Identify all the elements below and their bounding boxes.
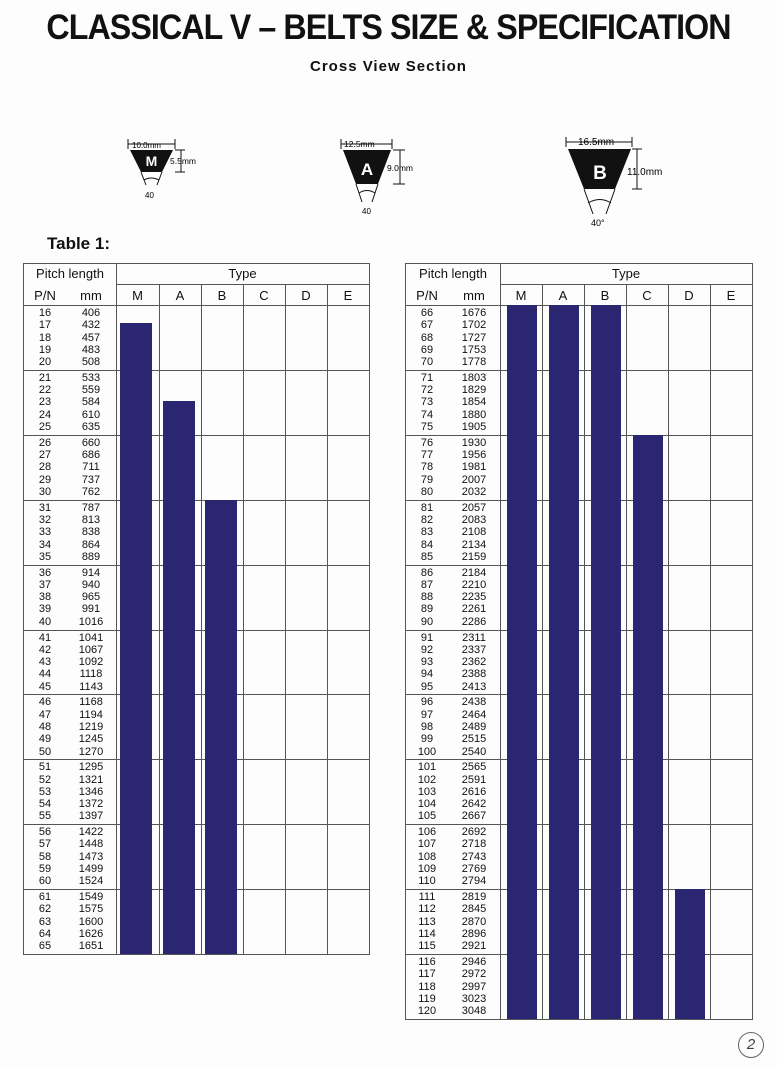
mm-values: 2565 2591 2616 2642 2667 (461, 761, 487, 823)
size-group (406, 630, 752, 695)
pn-header: P/N (34, 288, 56, 303)
size-group (406, 759, 752, 824)
pn-values: 61 62 63 64 65 (38, 891, 52, 953)
pn-values: 51 52 53 54 55 (38, 761, 52, 823)
size-group (24, 500, 369, 565)
mm-values: 914 940 965 991 1016 (78, 566, 104, 628)
mm-header: mm (463, 288, 485, 303)
m-height-label: 5.5mm (170, 156, 196, 166)
mm-values: 1422 1448 1473 1499 1524 (78, 826, 104, 888)
pn-values: 106 107 108 109 110 (417, 826, 437, 888)
size-group (24, 630, 369, 695)
b-angle-label: 40° (591, 218, 605, 228)
availability-bar-m (120, 323, 152, 954)
m-angle-label: 40 (145, 191, 154, 200)
size-group (406, 565, 752, 630)
pn-values: 96 97 98 99 100 (417, 696, 437, 758)
pn-values: 31 32 33 34 35 (38, 501, 52, 563)
type-d-header: D (301, 288, 311, 303)
type-a-header: A (558, 288, 568, 303)
type-c-header: C (642, 288, 652, 303)
availability-bar-b (591, 305, 621, 1019)
availability-bar-a (549, 305, 579, 1019)
mm-values: 787 813 838 864 889 (81, 501, 101, 563)
pn-values: 76 77 78 79 80 (420, 436, 434, 498)
page-title: CLASSICAL V – BELTS SIZE & SPECIFICATION (46, 8, 731, 47)
pn-values: 71 72 73 74 75 (420, 371, 434, 434)
page-number: 2 (738, 1032, 764, 1058)
mm-values: 660 686 711 737 762 (81, 436, 101, 498)
availability-bar-a (163, 401, 195, 955)
type-c-header: C (259, 288, 269, 303)
pn-values: 21 22 23 24 25 (38, 371, 52, 434)
size-group (406, 370, 752, 435)
b-section-icon (560, 132, 680, 230)
type-m-header: M (132, 288, 143, 303)
pn-values: 56 57 58 59 60 (38, 826, 52, 888)
pn-values: 36 37 38 39 40 (38, 566, 52, 628)
pn-values: 101 102 103 104 105 (417, 761, 437, 823)
a-height-label: 9.0mm (387, 163, 413, 173)
mm-values: 406 432 457 483 508 (81, 307, 101, 369)
mm-values: 1803 1829 1854 1880 1905 (461, 371, 487, 434)
m-letter: M (145, 153, 158, 169)
availability-bar-m (507, 305, 537, 1019)
pn-values: 26 27 28 29 30 (38, 436, 52, 498)
a-letter: A (360, 160, 374, 179)
size-group (24, 759, 369, 824)
b-letter: B (593, 163, 607, 184)
size-group (406, 435, 752, 500)
size-group (24, 824, 369, 889)
type-d-header: D (684, 288, 694, 303)
m-section-icon (120, 130, 210, 205)
pn-values: 16 17 18 19 20 (38, 307, 52, 369)
type-header: Type (611, 266, 641, 281)
size-group (406, 500, 752, 565)
size-group (24, 305, 369, 370)
m-width-label: 10.0mm (132, 141, 161, 150)
availability-bar-b (205, 500, 237, 954)
pn-values: 86 87 88 89 90 (420, 566, 434, 628)
type-header: Type (228, 266, 257, 281)
mm-header: mm (80, 288, 102, 303)
pitch-table-right (405, 263, 753, 1020)
page-subtitle: Cross View Section (310, 58, 467, 75)
pitch-table-left (23, 263, 370, 955)
mm-values: 1930 1956 1981 2007 2032 (461, 436, 487, 498)
size-group (406, 824, 752, 889)
a-angle-label: 40 (362, 207, 371, 216)
size-group (406, 694, 752, 759)
mm-values: 2184 2210 2235 2261 2286 (461, 566, 487, 628)
type-a-header: A (175, 288, 185, 303)
mm-values: 2311 2337 2362 2388 2413 (461, 631, 487, 693)
pn-values: 41 42 43 44 45 (38, 631, 52, 693)
pn-values: 66 67 68 69 70 (420, 307, 434, 369)
mm-values: 2946 2972 2997 3023 3048 (461, 956, 487, 1018)
pn-header: P/N (416, 288, 438, 303)
pn-values: 111 112 113 114 115 (418, 891, 436, 953)
mm-values: 2057 2083 2108 2134 2159 (461, 501, 487, 563)
a-section-icon (335, 132, 430, 222)
pn-values: 46 47 48 49 50 (38, 696, 52, 758)
pitch-length-header: Pitch length (419, 266, 487, 281)
size-group (24, 694, 369, 759)
pn-values: 116 117 118 119 120 (417, 956, 437, 1018)
mm-values: 2438 2464 2489 2515 2540 (461, 696, 487, 758)
size-group (24, 565, 369, 630)
pn-values: 81 82 83 84 85 (420, 501, 434, 563)
mm-values: 2692 2718 2743 2769 2794 (461, 826, 487, 888)
size-group (24, 435, 369, 500)
mm-values: 1295 1321 1346 1372 1397 (78, 761, 104, 823)
b-width-label: 16.5mm (578, 137, 615, 148)
type-m-header: M (515, 288, 527, 303)
type-e-header: E (726, 288, 736, 303)
mm-values: 1676 1702 1727 1753 1778 (461, 307, 487, 369)
type-b-header: B (217, 288, 227, 303)
mm-values: 1168 1194 1219 1245 1270 (78, 696, 104, 758)
size-group (24, 889, 369, 954)
mm-values: 2819 2845 2870 2896 2921 (461, 891, 487, 953)
size-group (24, 370, 369, 435)
availability-bar-c (633, 435, 663, 1019)
a-width-label: 12.5mm (344, 139, 375, 149)
b-height-label: 11.0mm (627, 167, 663, 178)
mm-values: 533 559 584 610 635 (81, 371, 101, 434)
table-title: Table 1: (47, 234, 110, 253)
availability-bar-d (675, 889, 705, 1019)
pitch-length-header: Pitch length (36, 266, 104, 281)
type-b-header: B (600, 288, 610, 303)
mm-values: 1549 1575 1600 1626 1651 (78, 891, 104, 953)
type-e-header: E (343, 288, 353, 303)
mm-values: 1041 1067 1092 1118 1143 (78, 631, 104, 693)
pn-values: 91 92 93 94 95 (420, 631, 434, 693)
size-group (406, 305, 752, 370)
